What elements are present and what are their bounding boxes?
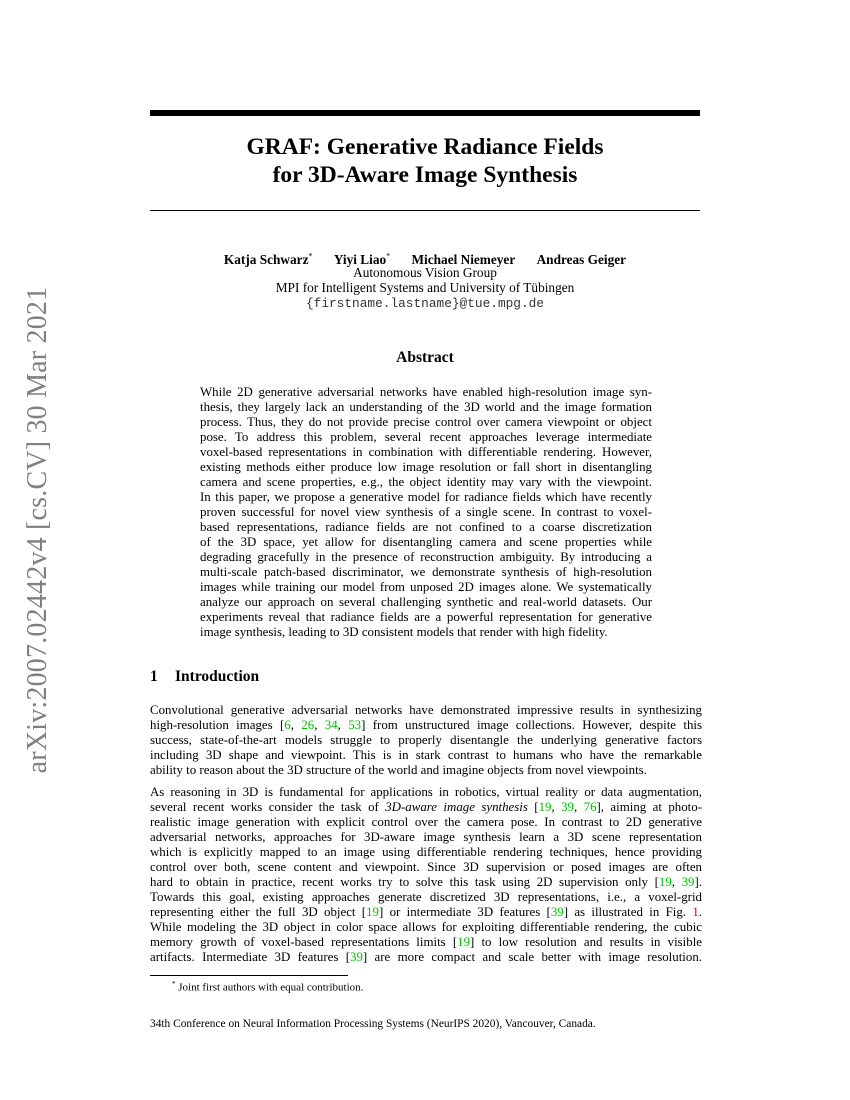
body-line: including 3D shape and viewpoint. This is in stark contrast to humans who have the remarkable: [150, 748, 702, 762]
abstract-line: pose. To address this problem, several recent approaches leverage intermediate: [200, 430, 652, 444]
citation-link[interactable]: 19: [457, 935, 471, 949]
author-name: Andreas Geiger: [536, 252, 627, 268]
abstract-line: degrading gracefully in the presence of reconstruction ambiguity. By introducing a: [200, 550, 652, 564]
figure-reference-link[interactable]: 1: [692, 905, 699, 919]
citation-link[interactable]: 19: [658, 875, 672, 889]
body-line: ability to reason about the 3D structure of the world and imagine objects from novel viewpoints.: [150, 763, 647, 777]
author-name: Katja Schwarz*: [223, 252, 313, 268]
section-title: Introduction: [175, 668, 260, 685]
citation-link[interactable]: 39: [550, 905, 564, 919]
citation-link[interactable]: 19: [366, 905, 379, 919]
citation-link[interactable]: 39: [350, 950, 363, 964]
author-email: {firstname.lastname}@tue.mpg.de: [305, 296, 545, 311]
abstract-line: multi-scale patch-based discriminator, we demonstrate synthesis of high-resolution: [200, 565, 652, 579]
body-line: success, state-of-the-art models struggle to properly disentangle the underlying generative factors: [150, 733, 702, 747]
citation-link[interactable]: 39: [561, 800, 574, 814]
abstract-line: While 2D generative adversarial networks have enabled high-resolution image syn-: [200, 385, 652, 399]
author-name: Michael Niemeyer: [411, 252, 516, 268]
citation-link[interactable]: 26: [301, 718, 315, 732]
body-line: Towards this goal, existing approaches generate discretized 3D representations, i.e., a voxel-grid: [150, 890, 702, 904]
arxiv-stamp: arXiv:2007.02442v4 [cs.CV] 30 Mar 2021: [22, 286, 53, 774]
author-name: Yiyi Liao*: [333, 252, 391, 268]
citation-link[interactable]: 34: [324, 718, 338, 732]
affiliation-institution: MPI for Intelligent Systems and University of Tübingen: [275, 280, 575, 295]
abstract-line: In this paper, we propose a generative model for radiance fields which have recently: [200, 490, 652, 504]
abstract-line: image synthesis, leading to 3D consistent models that render with high fidelity.: [200, 625, 608, 639]
body-line: control over both, scene content and viewpoint. Since 3D supervision or posed images are often: [150, 860, 702, 874]
abstract-line: process. Thus, they do not provide precise control over camera viewpoint or object: [200, 415, 652, 429]
conference-notice: 34th Conference on Neural Information Processing Systems (NeurIPS 2020), Vancouver, Canada.: [150, 1018, 596, 1030]
abstract-line: proven successful for novel view synthesis of a single scene. In contrast to voxel-: [200, 505, 652, 519]
abstract-line: experiments reveal that radiance fields are a powerful representation for generative: [200, 610, 652, 624]
citation-link[interactable]: 19: [538, 800, 552, 814]
abstract-line: images while training our model from unposed 2D images alone. We systematically: [200, 580, 652, 594]
title-line-1: GRAF: Generative Radiance Fields: [246, 134, 604, 160]
abstract-line: thesis, they largely lack an understanding of the 3D world and the image formation: [200, 400, 652, 414]
paper-title: [150, 133, 700, 189]
body-line: As reasoning in 3D is fundamental for applications in robotics, virtual reality or data augmentation,: [150, 785, 702, 799]
body-line: representing either the full 3D object [19] or intermediate 3D features [39] as illustrated in Fig. 1.: [150, 905, 702, 919]
citation-link[interactable]: 6: [284, 718, 291, 732]
section-number: 1: [150, 668, 158, 685]
body-line: Convolutional generative adversarial networks have demonstrated impressive results in synthesizing: [150, 703, 702, 717]
abstract-line: of the 3D space, yet allow for disentangling camera and scene properties while: [200, 535, 652, 549]
body-line: high-resolution images [6, 26, 34, 53] from unstructured image collections. However, despite this: [150, 718, 702, 732]
abstract-heading: Abstract: [396, 349, 454, 366]
title-top-rule: [150, 110, 700, 116]
body-line: adversarial networks, approaches for 3D-aware image synthesis learn a 3D scene representation: [150, 830, 702, 844]
body-line: memory growth of voxel-based representations limits [19] to low resolution and results in visible: [150, 935, 703, 949]
abstract-line: existing methods either produce low image resolution or fall short in disentangling: [200, 460, 652, 474]
title-bottom-rule: [150, 210, 700, 211]
abstract-line: voxel-based representations in combination with differentiable rendering. However,: [200, 445, 652, 459]
citation-link[interactable]: 76: [583, 800, 597, 814]
citation-link[interactable]: 39: [681, 875, 695, 889]
section-heading-introduction: [150, 668, 259, 686]
citation-link[interactable]: 53: [348, 718, 362, 732]
body-line: hard to obtain in practice, recent works try to solve this task using 2D supervision only [19, 39].: [150, 875, 702, 889]
body-line: realistic image generation with explicit control over the camera pose. In contrast to 2D generative: [150, 815, 702, 829]
title-line-2: for 3D-Aware Image Synthesis: [272, 162, 578, 188]
emphasis-term: 3D-aware image synthesis: [385, 800, 528, 814]
footnote: [172, 978, 363, 995]
body-line: artifacts. Intermediate 3D features [39] are more compact and scale better with image resolution.: [150, 950, 702, 964]
footnote-text: Joint first authors with equal contribution.: [175, 981, 364, 994]
affiliation-group: Autonomous Vision Group: [353, 265, 497, 280]
body-line: which is explicitly mapped to an image using differentiable rendering techniques, hence providing: [150, 845, 702, 859]
abstract-line: analyze our approach on several challenging synthetic and real-world datasets. Our: [200, 595, 652, 609]
abstract-line: based representations, radiance fields are not confined to a coarse discretization: [200, 520, 652, 534]
abstract-line: camera and scene properties, e.g., the object identity may vary with the viewpoint.: [200, 475, 652, 489]
footnote-mark: *: [172, 980, 176, 988]
body-line: While modeling the 3D object in color space allows for exploiting differentiable rendering, the cubic: [150, 920, 702, 934]
body-line: several recent works consider the task of 3D-aware image synthesis [19, 39, 76], aiming at photo-: [150, 800, 702, 814]
footnote-rule: [150, 975, 348, 976]
